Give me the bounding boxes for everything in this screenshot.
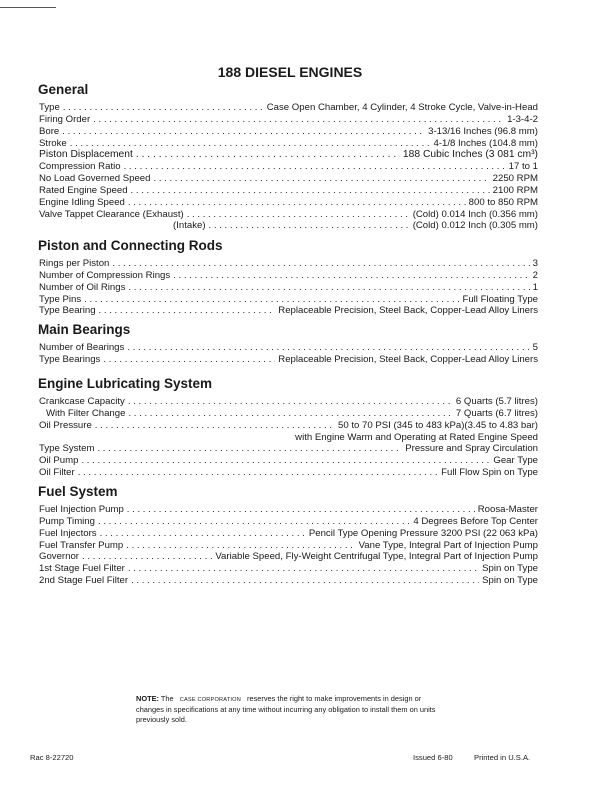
spec-row [39, 467, 538, 479]
dot-leader [95, 420, 335, 432]
spec-label: Firing Order [39, 113, 91, 125]
spec-value: 2 [532, 269, 538, 281]
spec-value: Replaceable Precision, Steel Back, Copper-Lead Alloy Liners [278, 353, 538, 365]
spec-label: Engine Idling Speed [39, 196, 125, 208]
spec-row [39, 173, 538, 185]
spec-label: Type System [39, 443, 95, 455]
spec-value: (Cold) 0.014 Inch (0.356 mm) [412, 208, 538, 220]
dot-leader [103, 354, 275, 366]
dot-leader [81, 455, 490, 467]
spec-row [39, 540, 538, 552]
spec-row [39, 126, 538, 138]
spec-label: Stroke [39, 137, 67, 149]
spec-row [39, 114, 538, 126]
spec-value: Case Open Chamber, 4 Cylinder, 4 Stroke Cycle, Valve-in-Head [266, 102, 538, 113]
spec-value: Replaceable Precision, Steel Back, Copper-Lead Alloy Liners [278, 305, 538, 317]
dot-leader [209, 220, 410, 232]
dot-leader [78, 467, 438, 479]
spec-label: Fuel Injection Pump [39, 504, 124, 515]
spec-row [39, 408, 538, 420]
dot-leader [93, 114, 504, 126]
dot-leader [128, 282, 529, 294]
spec-row [39, 270, 538, 282]
section-heading: Engine Lubricating System [38, 376, 213, 391]
spec-row [39, 396, 538, 408]
spec-label: Valve Tappet Clearance (Exhaust) [39, 208, 184, 220]
spec-label: Crankcase Capacity [39, 396, 125, 407]
dot-leader [62, 126, 425, 138]
spec-label: Rings per Piston [39, 258, 110, 269]
section-heading: Fuel System [38, 484, 118, 499]
printed-in: Printed in U.S.A. [474, 753, 531, 762]
spec-value: (Cold) 0.012 Inch (0.305 mm) [412, 220, 538, 232]
spec-row [39, 102, 538, 114]
spec-label: Number of Bearings [39, 342, 125, 353]
disclaimer-note [136, 694, 436, 725]
dot-leader [131, 185, 490, 197]
spec-label: Oil Filter [39, 467, 75, 479]
spec-row [39, 282, 538, 294]
section-fuel [39, 484, 538, 587]
spec-row [39, 305, 538, 317]
spec-value: Full Floating Type [462, 293, 538, 305]
spec-label: 2nd Stage Fuel Filter [39, 575, 129, 587]
spec-label: Type Bearing [39, 305, 96, 317]
spec-row [39, 258, 538, 270]
spec-value: Gear Type [493, 455, 538, 467]
spec-value: Roosa-Master [477, 504, 538, 515]
spec-value: 188 Cubic Inches (3 081 cm³) [402, 149, 538, 161]
spec-row [39, 563, 538, 575]
section-lube [39, 376, 538, 479]
spec-row [39, 455, 538, 467]
spec-label: Bore [39, 125, 60, 137]
spec-value: 3 [532, 258, 538, 269]
dot-leader [63, 102, 264, 114]
dot-leader [126, 540, 355, 552]
dot-leader [124, 161, 506, 173]
spec-label: Governor [39, 551, 79, 563]
spec-row [39, 432, 538, 444]
dot-leader [97, 443, 402, 455]
spec-label: With Filter Change [46, 407, 126, 419]
note-company: CASE CORPORATION [179, 697, 241, 703]
note-text: reserves the right to make improvements in design or changes in specifications at any time without incurring any obligation to install them on units previously sold. [136, 694, 436, 724]
spec-value: 1 [532, 281, 538, 293]
section-piston [39, 238, 538, 317]
spec-value: Vane Type, Integral Part of Injection Pump [358, 539, 538, 551]
spec-label: 1st Stage Fuel Filter [39, 563, 125, 575]
dot-leader [131, 575, 479, 587]
spec-label: Type Bearings [39, 353, 101, 365]
spec-value: 800 to 850 RPM [468, 196, 538, 208]
issued-date: Issued 6-80 [413, 753, 453, 762]
spec-row [39, 551, 538, 563]
spec-label: Fuel Transfer Pump [39, 539, 124, 551]
section-general [39, 82, 538, 232]
dot-leader [112, 258, 529, 270]
dot-leader [127, 504, 475, 516]
dot-leader [136, 149, 400, 161]
spec-label: Oil Pump [39, 455, 79, 467]
spec-label: Rated Engine Speed [39, 184, 128, 196]
spec-row [39, 149, 538, 161]
spec-row [39, 197, 538, 209]
dot-leader [100, 528, 306, 540]
spec-row [39, 516, 538, 528]
spec-row [39, 342, 538, 354]
spec-row [39, 420, 538, 432]
dot-leader [187, 209, 410, 221]
top-rule [0, 7, 56, 8]
note-the: The [160, 694, 174, 703]
spec-row [39, 161, 538, 173]
dot-leader [173, 270, 529, 282]
dot-leader [82, 551, 212, 563]
spec-value: 2250 RPM [492, 173, 538, 185]
note-prefix: NOTE: [136, 694, 159, 703]
dot-leader [127, 342, 529, 354]
spec-row [39, 209, 538, 221]
spec-label: Fuel Injectors [39, 527, 97, 539]
spec-row [39, 354, 538, 366]
spec-label: Compression Ratio [39, 161, 121, 173]
spec-row [39, 528, 538, 540]
spec-label: Type [39, 102, 60, 113]
page-title: 188 DIESEL ENGINES [217, 64, 363, 80]
spec-row [39, 185, 538, 197]
spec-label: Pump Timing [39, 515, 95, 527]
dot-leader [84, 294, 459, 306]
doc-number: Rac 8-22720 [30, 753, 74, 762]
spec-value: with Engine Warm and Operating at Rated Engine Speed [295, 431, 538, 443]
spec-value: Full Flow Spin on Type [441, 467, 538, 479]
section-main [39, 322, 538, 366]
spec-value: 2100 RPM [492, 184, 538, 196]
dot-leader [153, 173, 489, 185]
dot-leader [99, 305, 276, 317]
dot-leader [128, 197, 466, 209]
spec-value: 3-13/16 Inches (96.8 mm) [428, 125, 538, 137]
spec-row [39, 294, 538, 306]
dot-leader [128, 408, 452, 420]
spec-label: Number of Oil Rings [39, 281, 126, 293]
section-heading: Main Bearings [38, 322, 131, 337]
spec-value: Pressure and Spray Circulation [405, 443, 538, 455]
spec-value: Spin on Type [482, 575, 538, 587]
spec-row [39, 138, 538, 150]
spec-value: 4-1/8 Inches (104.8 mm) [433, 137, 538, 149]
spec-value: 5 [532, 342, 538, 353]
spec-value: Spin on Type [482, 563, 538, 575]
dot-leader [128, 396, 453, 408]
spec-label: No Load Governed Speed [39, 173, 151, 185]
spec-row [39, 575, 538, 587]
dot-leader [98, 516, 410, 528]
spec-label: Piston Displacement [39, 149, 133, 161]
spec-value: Pencil Type Opening Pressure 3200 PSI (22 063 kPa) [308, 527, 538, 539]
spec-value: 4 Degrees Before Top Center [413, 515, 538, 527]
spec-value: 7 Quarts (6.7 litres) [455, 407, 538, 419]
spec-label: Number of Compression Rings [39, 269, 171, 281]
spec-label: Type Pins [39, 293, 82, 305]
section-heading: Piston and Connecting Rods [38, 238, 223, 253]
spec-value: 17 to 1 [508, 161, 538, 173]
spec-value: Variable Speed, Fly-Weight Centrifugal Type, Integral Part of Injection Pump [215, 551, 538, 563]
spec-label: (Intake) [173, 220, 206, 232]
spec-row [39, 220, 538, 232]
spec-row [39, 443, 538, 455]
spec-value: 1-3-4-2 [507, 113, 538, 125]
section-heading: General [38, 82, 89, 97]
spec-label: Oil Pressure [39, 419, 92, 431]
dot-leader [70, 138, 431, 150]
spec-value: 50 to 70 PSI (345 to 483 kPa)(3.45 to 4.83 bar) [338, 419, 538, 431]
dot-leader [128, 563, 479, 575]
spec-row [39, 504, 538, 516]
spec-value: 6 Quarts (5.7 litres) [455, 396, 538, 407]
